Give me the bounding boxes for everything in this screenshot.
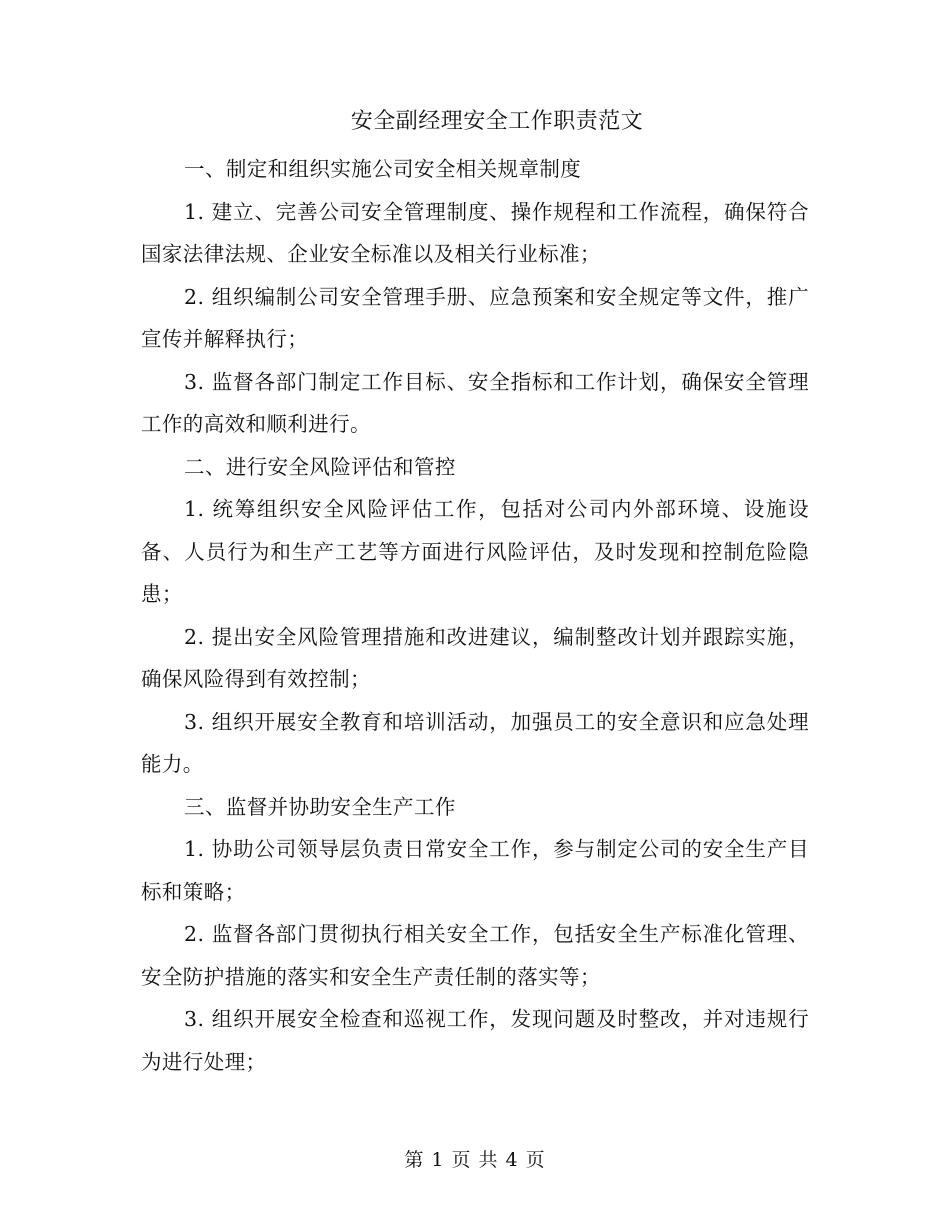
paragraph-1-2: 2. 组织编制公司安全管理手册、应急预案和安全规定等文件，推广宣传并解释执行； [141,284,809,351]
paragraph-3-2: 2. 监督各部门贯彻执行相关安全工作，包括安全生产标准化管理、安全防护措施的落实和安全生产责任制的落实等； [141,922,809,989]
section-heading-1: 一、制定和组织实施公司安全相关规章制度 [184,157,582,181]
document-title: 安全副经理安全工作职责范文 [350,109,644,134]
paragraph-3-1: 1. 协助公司领导层负责日常安全工作，参与制定公司的安全生产目标和策略； [141,837,809,904]
paragraph-2-3: 3. 组织开展安全教育和培训活动，加强员工的安全意识和应急处理能力。 [141,709,809,776]
section-heading-2: 二、进行安全风险评估和管控 [184,454,456,479]
paragraph-1-1: 1. 建立、完善公司安全管理制度、操作规程和工作流程，确保符合国家法律法规、企业安全标准以及相关行业标准； [141,199,809,266]
document-body [141,148,809,1083]
page-number-footer: 第 1 页 共 4 页 [404,1149,546,1171]
paragraph-2-2: 2. 提出安全风险管理措施和改进建议，编制整改计划并跟踪实施，确保风险得到有效控制； [141,624,809,691]
paragraph-2-1: 1. 统筹组织安全风险评估工作，包括对公司内外部环境、设施设备、人员行为和生产工艺等方面进行风险评估，及时发现和控制危险隐患； [141,497,809,606]
paragraph-3-3: 3. 组织开展安全检查和巡视工作，发现问题及时整改，并对违规行为进行处理； [141,1007,809,1074]
paragraph-1-3: 3. 监督各部门制定工作目标、安全指标和工作计划，确保安全管理工作的高效和顺利进行。 [141,369,809,436]
section-heading-3: 三、监督并协助安全生产工作 [184,794,456,819]
